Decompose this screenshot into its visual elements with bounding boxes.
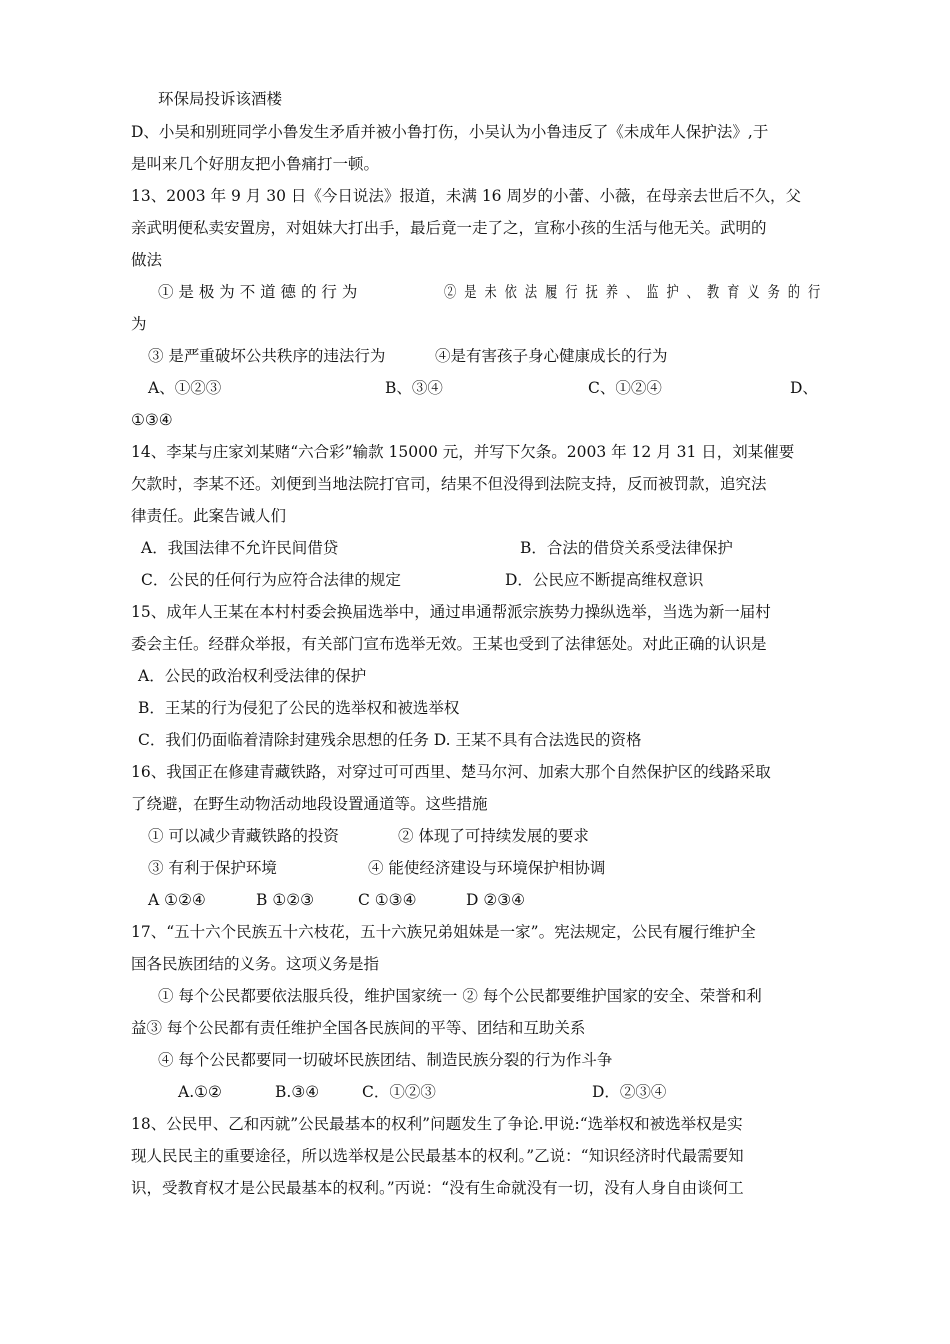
statement-3: 益③ 每个公民都有责任维护全国各民族间的平等、团结和互助关系 — [131, 1019, 586, 1037]
question-14: 14、李某与庄家刘某赌“六合彩”输款 15000 元，并写下欠条。2003 年 12 月 31 日，刘某催要 — [131, 443, 795, 461]
statement-2: ② 体现了可持续发展的要求 — [398, 827, 589, 845]
text-line: 环保局投诉该酒楼 — [158, 90, 283, 108]
statement-3: ③ 有利于保护环境 — [148, 859, 277, 877]
option-c: C ①③④ — [358, 891, 417, 909]
option-d: D ②③④ — [466, 891, 526, 909]
option-b: B ①②③ — [256, 891, 315, 909]
option-a: A．我国法律不允许民间借贷 — [141, 539, 339, 557]
statement-4: ④ 能使经济建设与环境保护相协调 — [368, 859, 606, 877]
option-c: C．公民的任何行为应符合法律的规定 — [141, 571, 401, 589]
option-a: A．公民的政治权利受法律的保护 — [138, 667, 367, 685]
text-line: 是叫来几个好朋友把小鲁痛打一顿。 — [131, 155, 380, 173]
text-line: 欠款时，李某不还。刘便到当地法院打官司，结果不但没得到法院支持，反而被罚款，追究法 — [131, 475, 767, 493]
text-line: 委会主任。经群众举报，有关部门宣布选举无效。王某也受到了法律惩处。对此正确的认识是 — [131, 635, 767, 653]
option-a: A.①② — [178, 1083, 222, 1101]
text-line: 做法 — [131, 251, 163, 269]
option-b: B．合法的借贷关系受法律保护 — [520, 539, 733, 557]
option-b: B.③④ — [275, 1083, 320, 1101]
statement-1: ① 可以减少青藏铁路的投资 — [148, 827, 339, 845]
text-line: 律责任。此案告诫人们 — [131, 507, 287, 525]
option-d-line: D、小吴和别班同学小鲁发生矛盾并被小鲁打伤，小吴认为小鲁违反了《未成年人保护法》,于 — [131, 123, 769, 141]
option-a: A、①②③ — [148, 379, 222, 397]
option-c-d: C．我们仍面临着清除封建残余思想的任务 D. 王某不具有合法选民的资格 — [138, 731, 642, 749]
question-16: 16、我国正在修建青藏铁路，对穿过可可西里、楚马尔河、加索大那个自然保护区的线路采取 — [131, 763, 771, 781]
text-line: 现人民民主的重要途径，所以选举权是公民最基本的权利。”乙说：“知识经济时代最需要知 — [131, 1147, 744, 1165]
question-13: 13、2003 年 9 月 30 日《今日说法》报道，未满 16 周岁的小蕾、小薇，在母亲去世后不久，父 — [131, 187, 801, 205]
option-d: D．②③④ — [592, 1083, 667, 1101]
text-line: 为 — [131, 315, 147, 333]
option-c: C、①②④ — [588, 379, 662, 397]
statement-1: ① 是 极 为 不 道 德 的 行 为 — [158, 283, 358, 301]
question-15: 15、成年人王某在本村村委会换届选举中，通过串通帮派宗族势力操纵选举，当选为新一届村 — [131, 603, 771, 621]
statement-2: ② 是 未 依 法 履 行 抚 养 、 监 护 、 教 育 义 务 的 行 — [444, 283, 823, 301]
option-b: B．王某的行为侵犯了公民的选举权和被选举权 — [138, 699, 460, 717]
statement-4: ④是有害孩子身心健康成长的行为 — [435, 347, 668, 365]
text-line: ①③④ — [131, 411, 173, 429]
option-d: D、 — [790, 379, 818, 397]
option-a: A ①②④ — [148, 891, 206, 909]
question-18: 18、公民甲、乙和丙就”公民最基本的权利”问题发生了争论.甲说:“选举权和被选举权是实 — [131, 1115, 743, 1133]
statement-1-2: ① 每个公民都要依法服兵役，维护国家统一 ② 每个公民都要维护国家的安全、荣誉和利 — [158, 987, 762, 1005]
statement-3: ③ 是严重破坏公共秩序的违法行为 — [148, 347, 386, 365]
statement-4: ④ 每个公民都要同一切破坏民族团结、制造民族分裂的行为作斗争 — [158, 1051, 613, 1069]
option-d: D．公民应不断提高维权意识 — [505, 571, 704, 589]
option-b: B、③④ — [385, 379, 443, 397]
text-line: 识，受教育权才是公民最基本的权利。”丙说：“没有生命就没有一切，没有人身自由谈何工 — [131, 1179, 744, 1197]
text-line: 了绕避，在野生动物活动地段设置通道等。这些措施 — [131, 795, 488, 813]
option-c: C．①②③ — [362, 1083, 436, 1101]
question-17: 17、“五十六个民族五十六枝花，五十六族兄弟姐妹是一家”。宪法规定，公民有履行维护全 — [131, 923, 756, 941]
text-line: 亲武明便私卖安置房，对姐妹大打出手，最后竟一走了之，宣称小孩的生活与他无关。武明的 — [131, 219, 767, 237]
text-line: 国各民族团结的义务。这项义务是指 — [131, 955, 380, 973]
